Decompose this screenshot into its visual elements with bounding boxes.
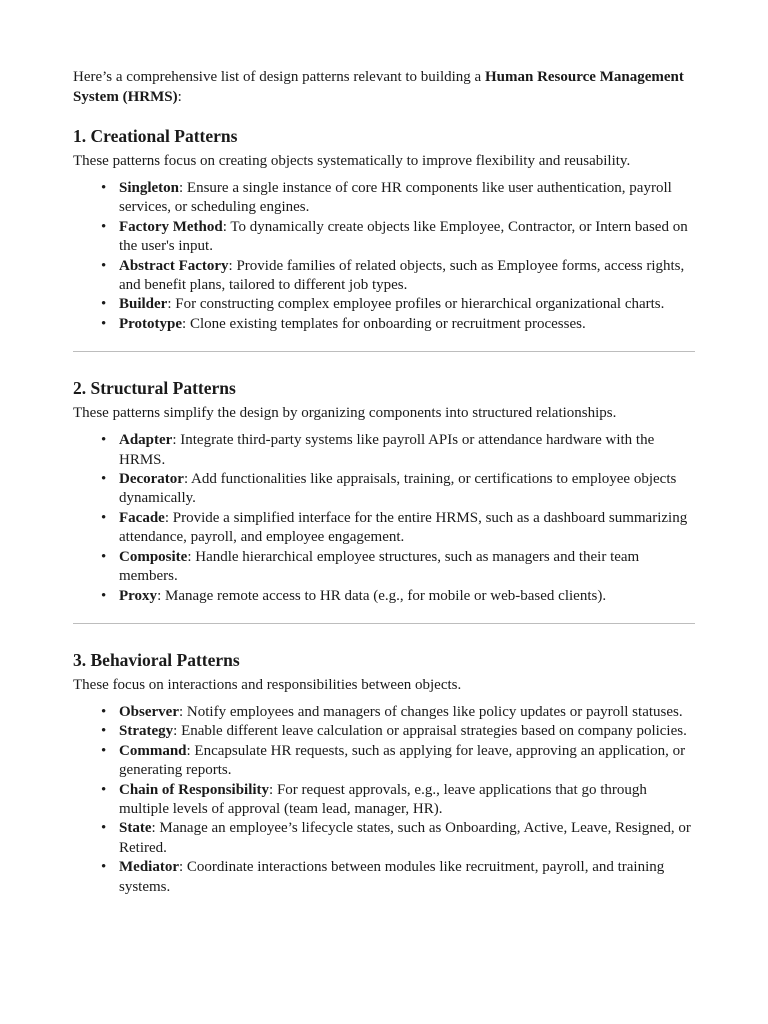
pattern-term: Composite: [119, 548, 188, 565]
section-divider: [73, 623, 695, 624]
list-structural: [73, 431, 695, 606]
pattern-text: : Manage an employee’s lifecycle states, such as Onboarding, Active, Leave, Resigned, or Retired.: [119, 820, 691, 856]
bullet-icon: •: [101, 781, 107, 798]
pattern-text: : Enable different leave calculation or appraisal strategies based on company policies.: [173, 723, 687, 740]
pattern-text: : Integrate third-party systems like payroll APIs or attendance hardware with the HRMS.: [119, 432, 655, 468]
bullet-icon: •: [101, 723, 107, 740]
pattern-text: : For constructing complex employee profiles or hierarchical organizational charts.: [167, 296, 665, 313]
list-item: [73, 470, 695, 509]
pattern-term: Strategy: [119, 723, 174, 740]
bullet-icon: •: [101, 820, 107, 837]
pattern-term: Abstract Factory: [119, 257, 229, 274]
pattern-term: Command: [119, 742, 187, 759]
intro-text: Here’s a comprehensive list of design patterns relevant to building a: [73, 69, 485, 85]
list-item: [73, 548, 695, 587]
pattern-text: : Notify employees and managers of changes like policy updates or payroll statuses.: [178, 703, 683, 720]
pattern-term: Singleton: [119, 180, 180, 196]
intro-paragraph: [73, 67, 695, 107]
pattern-text: : Manage remote access to HR data (e.g., for mobile or web-based clients).: [157, 587, 607, 604]
pattern-term: Builder: [119, 296, 168, 313]
list-item: [73, 295, 695, 314]
section-heading-behavioral: 3. Behavioral Patterns: [73, 649, 240, 670]
pattern-term: Observer: [119, 703, 179, 720]
bullet-icon: •: [101, 471, 107, 488]
list-item: [73, 781, 695, 820]
pattern-text: : Ensure a single instance of core HR components like user authentication, payroll services, or scheduling engines.: [119, 180, 672, 216]
pattern-text: : For request approvals, e.g., leave applications that go through multiple levels of approval (team lead, manager, HR).: [119, 781, 647, 817]
pattern-term: Decorator: [119, 471, 184, 488]
pattern-term: Proxy: [119, 587, 158, 604]
list-item: [73, 819, 695, 858]
section-description-structural: These patterns simplify the design by organizing components into structured relationships.: [73, 405, 617, 422]
bullet-icon: •: [101, 859, 107, 876]
pattern-text: : Coordinate interactions between modules like recruitment, payroll, and training systems.: [119, 859, 665, 895]
list-creational: [73, 179, 695, 334]
list-item: [73, 431, 695, 470]
bullet-icon: •: [101, 432, 107, 449]
pattern-term: Factory Method: [119, 218, 223, 235]
intro-emphasis: Human Resource Management System (HRMS): [73, 69, 684, 105]
pattern-term: Chain of Responsibility: [119, 781, 270, 798]
pattern-text: : Add functionalities like appraisals, training, or certifications to employee objects dynamically.: [119, 471, 677, 507]
pattern-term: Mediator: [119, 859, 179, 876]
section-heading-structural: 2. Structural Patterns: [73, 378, 236, 399]
list-item: [73, 218, 695, 257]
bullet-icon: •: [101, 218, 107, 235]
list-item: [73, 315, 695, 334]
list-item: [73, 179, 695, 218]
pattern-term: Facade: [119, 509, 165, 526]
list-item: [73, 257, 695, 296]
list-item: [73, 858, 695, 897]
pattern-term: Adapter: [119, 432, 173, 449]
pattern-text: : Encapsulate HR requests, such as applying for leave, approving an application, or generating reports.: [119, 742, 686, 779]
list-behavioral: [73, 703, 695, 897]
section-description-behavioral: These focus on interactions and responsibilities between objects.: [73, 676, 462, 693]
bullet-icon: •: [101, 180, 107, 196]
bullet-icon: •: [101, 509, 107, 526]
section-description-creational: These patterns focus on creating objects systematically to improve flexibility and reusability.: [73, 153, 631, 169]
bullet-icon: •: [101, 315, 107, 332]
section-heading-creational: 1. Creational Patterns: [73, 126, 238, 146]
pattern-term: State: [119, 820, 152, 837]
bullet-icon: •: [101, 703, 107, 720]
pattern-text: : Clone existing templates for onboarding or recruitment processes.: [182, 315, 586, 332]
pattern-text: : Provide families of related objects, such as Employee forms, access rights, and benefit plans, tailored to different job types.: [119, 257, 685, 294]
bullet-icon: •: [101, 742, 107, 759]
intro-suffix: :: [177, 89, 182, 105]
pattern-term: Prototype: [119, 315, 183, 332]
bullet-icon: •: [101, 257, 107, 274]
pattern-text: : Handle hierarchical employee structures, such as managers and their team members.: [119, 548, 640, 585]
list-item: [73, 587, 695, 606]
pattern-text: : To dynamically create objects like Employee, Contractor, or Intern based on the user's input.: [119, 218, 688, 255]
bullet-icon: •: [101, 548, 107, 565]
pattern-text: : Provide a simplified interface for the entire HRMS, such as a dashboard summarizing attendance, payroll, and employee engagement.: [119, 509, 688, 546]
bullet-icon: •: [101, 296, 107, 313]
list-item: [73, 509, 695, 548]
bullet-icon: •: [101, 587, 107, 604]
list-item: [73, 722, 695, 741]
list-item: [73, 742, 695, 781]
document-content: [73, 67, 695, 897]
list-item: [73, 703, 695, 722]
section-divider: [73, 351, 695, 352]
